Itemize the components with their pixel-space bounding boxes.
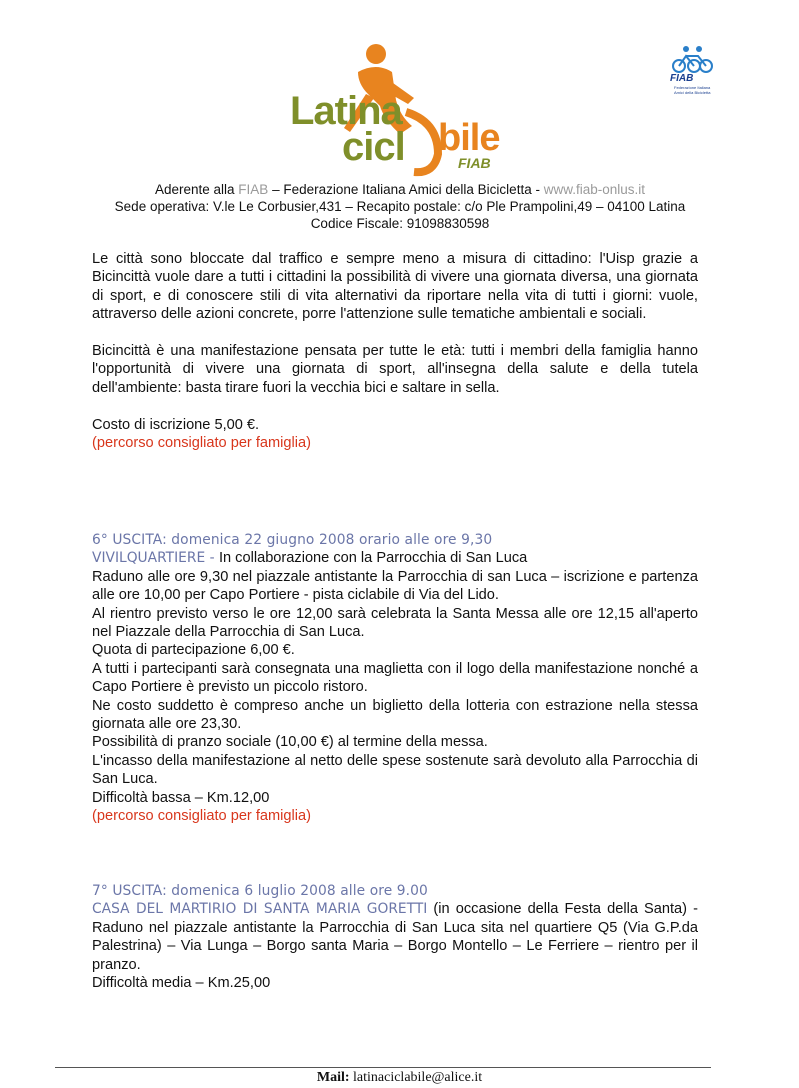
mail-address-link[interactable]: latinaciclabile@alice.it (349, 1070, 483, 1085)
uscita-6-section (92, 531, 698, 826)
letterhead-line-3: Codice Fiscale: 91098830598 (310, 216, 490, 231)
uscita-6-heading: 6° USCITA: domenica 22 giugno 2008 orario alle ore 9,30 (92, 532, 493, 548)
uscita-7-title: CASA DEL MARTIRIO DI SANTA MARIA GORETTI (in occasione della Festa della Santa) - Raduno nel piazzale antistante la Parrocchia di San Luca sita nel quartiere Q5 (Via G.P.da Palestrina) – Via Lunga – Borgo santa Maria – Borgo Montello – Le Ferriere – rientro per il pranzo. (92, 901, 698, 973)
logo-latina: Latina (290, 89, 402, 133)
uscita-6-note: (percorso consigliato per famiglia) (92, 808, 311, 825)
uscita-6-p2: Al rientro previsto verso le ore 12,00 sarà celebrata la Santa Messa alle ore 12,15 all'aperto nel Piazzale della Parrocchia di San Luca. (92, 605, 698, 641)
logo-cicl: cicl (342, 125, 405, 169)
uscita-7-section (92, 882, 698, 992)
mail-label: Mail: (316, 1070, 350, 1085)
uscita-6-p8: Difficoltà bassa – Km.12,00 (92, 789, 270, 806)
fiab-badge-brand: FIAB (670, 73, 694, 84)
cyclists-icon (670, 44, 714, 74)
intro-section (92, 250, 698, 452)
letterhead (60, 181, 740, 232)
latina-ciclabile-logo (288, 42, 523, 182)
uscita-6-title: VIVILQUARTIERE - In collaborazione con la Parrocchia di San Luca (92, 550, 528, 567)
logo-fiab: FIAB (458, 155, 491, 171)
logo-bile: bile (438, 117, 500, 159)
fiab-badge (664, 44, 714, 96)
uscita-7-heading: 7° USCITA: domenica 6 luglio 2008 alle ore 9.00 (92, 883, 428, 899)
footer-divider (55, 1067, 711, 1068)
cyclist-head-icon (366, 44, 386, 64)
uscita-6-p1: Raduno alle ore 9,30 nel piazzale antistante la Parrocchia di san Luca – iscrizione e partenza alle ore 10,00 per Capo Portiere - pista ciclabile di Via del Lido. (92, 568, 698, 604)
footer-mail (0, 1070, 799, 1086)
uscita-6-p6: Possibilità di pranzo sociale (10,00 €) al termine della messa. (92, 734, 488, 751)
uscita-7-p1: Difficoltà media – Km.25,00 (92, 975, 271, 992)
intro-note: (percorso consigliato per famiglia) (92, 435, 311, 452)
wheel-arc-icon (406, 112, 438, 172)
uscita-6-p4: A tutti i partecipanti sarà consegnata una maglietta con il logo della manifestazione nonché a Capo Portiere è previsto un piccolo ristoro. (92, 660, 698, 696)
fiab-website-link[interactable]: www.fiab-onlus.it (543, 182, 645, 197)
letterhead-line-2: Sede operativa: V.le Le Corbusier,431 – Recapito postale: c/o Ple Prampolini,49 – 04100 Latina (114, 199, 686, 214)
intro-cost: Costo di iscrizione 5,00 €. (92, 416, 260, 433)
intro-paragraph-2: Bicincittà è una manifestazione pensata per tutte le età: tutti i membri della famiglia hanno l'opportunità di vivere una giornata di sport, all'insegna della salute e della tutela dell'ambiente: basta tirare fuori la vecchia bici e saltare in sella. (92, 343, 698, 396)
uscita-6-p7: L'incasso della manifestazione al netto delle spese sostenute sarà devoluto alla Parrocchia di San Luca. (92, 752, 698, 788)
letterhead-line-1: Aderente alla FIAB – Federazione Italiana Amici della Bicicletta - www.fiab-onlus.it (154, 182, 645, 197)
intro-paragraph-1: Le città sono bloccate dal traffico e sempre meno a misura di cittadino: l'Uisp grazie a Bicincittà vuole dare a tutti i cittadini la possibilità di vivere una giornata diversa, una giornata di sport, e di conoscere stili di vita alternativi da riportare nella vita di tutti i giorni: vuole, attraverso delle azioni concrete, porre l'attenzione sulle tematiche ambientali e sociali. (92, 251, 698, 323)
fiab-text: FIAB (238, 182, 269, 197)
uscita-6-p5: Ne costo suddetto è compreso anche un biglietto della lotteria con estrazione nella stessa giornata alle ore 23,30. (92, 697, 698, 733)
fiab-badge-sub: Federazione Italiana Amici della Bicicletta (674, 85, 711, 95)
uscita-6-p3: Quota di partecipazione 6,00 €. (92, 642, 295, 659)
